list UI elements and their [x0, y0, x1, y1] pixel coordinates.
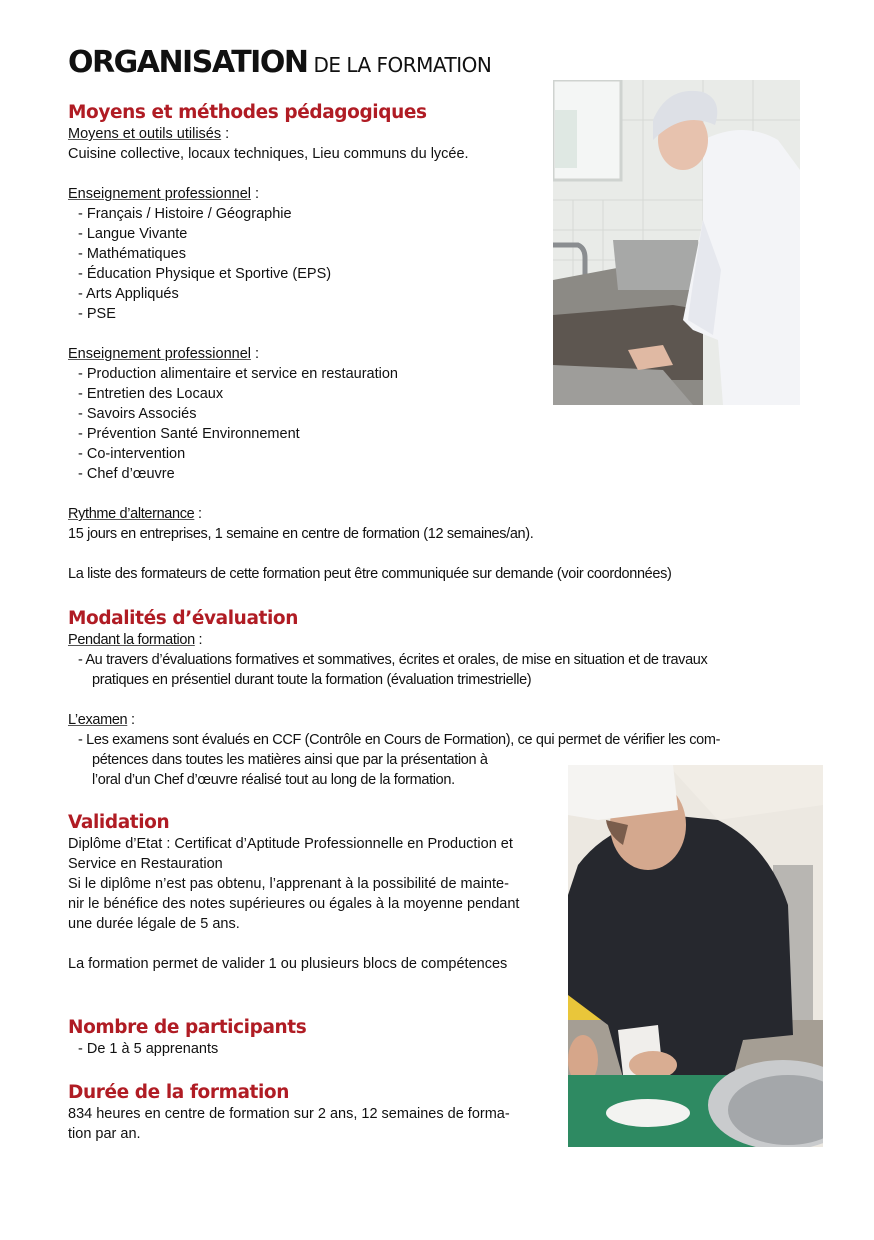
duration-text: 834 heures en centre de formation sur 2 ans, 12 semaines de forma-	[68, 1106, 510, 1122]
participants-text: - De 1 à 5 apprenants	[78, 1041, 219, 1057]
rhythm-label: Rythme d’alternance	[68, 506, 195, 522]
list-item: - PSE	[78, 306, 116, 322]
during-training-text: - Au travers d’évaluations formatives et sommatives, écrites et orales, de mise en situation et de travaux	[78, 652, 708, 668]
list-item: - Production alimentaire et service en restauration	[78, 366, 398, 382]
during-training-text-cont: pratiques en présentiel durant toute la formation (évaluation trimestrielle)	[92, 672, 532, 688]
section-duration	[68, 1082, 510, 1144]
validation-text: Si le diplôme n’est pas obtenu, l’apprenant à la possibilité de mainte-	[68, 876, 509, 892]
trainers-note: La liste des formateurs de cette formation peut être communiquée sur demande (voir coordonnées)	[68, 566, 672, 582]
duration-text: tion par an.	[68, 1126, 141, 1142]
list-item: - Éducation Physique et Sportive (EPS)	[78, 266, 332, 282]
list-item: - Mathématiques	[78, 246, 186, 262]
blocks-note: La formation permet de valider 1 ou plusieurs blocs de compétences	[68, 956, 508, 972]
section-heading-validation: Validation	[68, 812, 170, 833]
section-participants	[68, 1017, 306, 1059]
section-validation	[68, 812, 519, 974]
section-heading-participants: Nombre de participants	[68, 1017, 307, 1038]
exam-text: - Les examens sont évalués en CCF (Contrôle en Cours de Formation), ce qui permet de vérifier les com-	[78, 732, 721, 748]
exam-label: L’examen	[68, 712, 128, 728]
validation-text: nir le bénéfice des notes supérieures ou égales à la moyenne pendant	[68, 896, 520, 912]
list-item: - Chef d’œuvre	[78, 466, 175, 482]
list-item: - Français / Histoire / Géographie	[78, 206, 292, 222]
professional-teaching-label: Enseignement professionnel	[68, 346, 251, 362]
page-title-main: ORGANISATION	[68, 45, 308, 80]
list-item: - Co-intervention	[78, 446, 186, 462]
validation-text: une durée légale de 5 ans.	[68, 916, 240, 932]
list-item: - Savoirs Associés	[78, 406, 197, 422]
page-title-sub: DE LA FORMATION	[313, 53, 492, 77]
page-title	[68, 42, 491, 80]
tools-label: Moyens et outils utilisés	[68, 126, 222, 142]
list-item: - Langue Vivante	[78, 226, 188, 242]
section-heading-evaluation: Modalités d’évaluation	[68, 608, 298, 629]
list-item: - Arts Appliqués	[78, 286, 179, 302]
list-item: - Prévention Santé Environnement	[78, 426, 300, 442]
section-heading-moyens: Moyens et méthodes pédagogiques	[68, 102, 427, 123]
photo-student-sink	[553, 80, 800, 405]
during-training-label: Pendant la formation	[68, 632, 195, 648]
general-teaching-label: Enseignement professionnel	[68, 186, 251, 202]
section-evaluation: Modalités d’évaluation Pendant la formation : - Au travers d’évaluations formatives et sommatives, écrites et orales, de mise en situation et de travaux pratiques en présentiel durant toute la formation (évaluation trimestrielle) L’examen : - Les examens sont évalués en CCF (Contrôle en Cours de Formation), ce qui permet de vérifier les com- pétences dans toutes les matières ainsi que par la présentation à l’oral d’un Chef d’œuvre réalisé tout au long de la formation.	[68, 608, 721, 788]
exam-text-cont: pétences dans toutes les matières ainsi que par la présentation à	[92, 752, 488, 768]
exam-text-cont: l’oral d’un Chef d’œuvre réalisé tout au long de la formation.	[92, 772, 455, 788]
validation-text: Service en Restauration	[68, 856, 223, 872]
section-heading-duration: Durée de la formation	[68, 1082, 289, 1103]
list-item: - Entretien des Locaux	[78, 386, 224, 402]
tools-text: Cuisine collective, locaux techniques, Lieu communs du lycée.	[68, 146, 469, 162]
section-moyens: Moyens et méthodes pédagogiques Moyens et outils utilisés : Cuisine collective, locaux techniques, Lieu communs du lycée. Enseignement professionnel : - Français / Histoire / Géographie - Langue Vivante - Mathématiques - Éducation Physique et Sportive (EPS) - Arts Appliqués - PSE Enseignement professionnel : - Production alimentaire et service en restauration - Entretien des Locaux - Savoirs Associés - Prévention Santé Environnement - Co-intervention - Chef d’œuvre Rythme d’alternance : 15 jours en entreprises, 1 semaine en centre de formation (12 semaines/an). La liste des formateurs de cette formation peut être communiquée sur demande (voir coordonnées)	[68, 102, 672, 582]
rhythm-text: 15 jours en entreprises, 1 semaine en centre de formation (12 semaines/an).	[68, 526, 534, 542]
validation-text: Diplôme d’Etat : Certificat d’Aptitude Professionnelle en Production et	[68, 836, 513, 852]
photo-student-chopping	[568, 765, 823, 1147]
